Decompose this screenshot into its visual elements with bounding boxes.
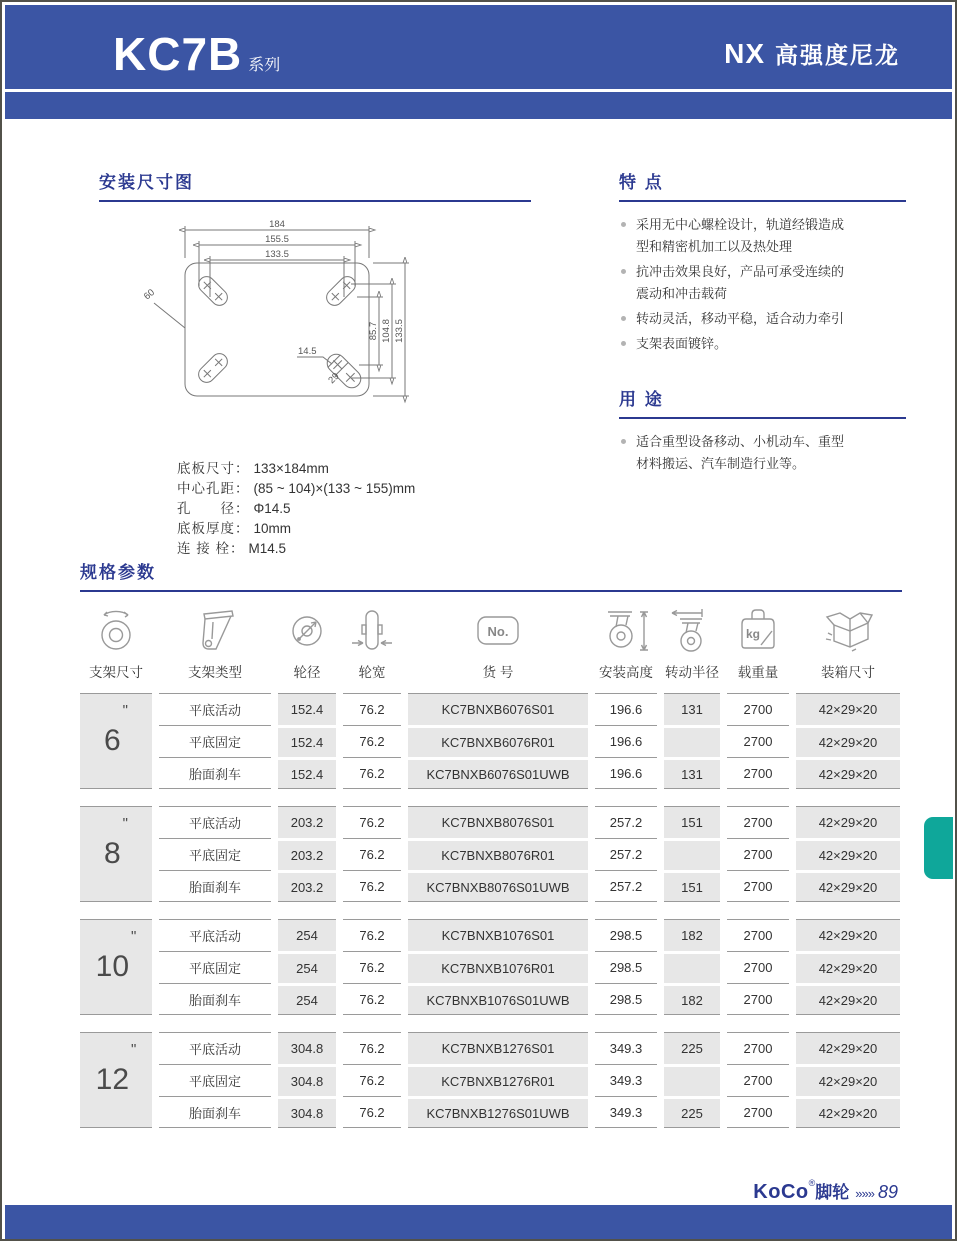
dim-133-5-side: 133.5 xyxy=(394,319,405,343)
bracket-size-cell: 10 " xyxy=(80,919,152,1015)
spec-label: 孔 径： xyxy=(177,501,250,516)
cell-part-no: KC7BNXB1276R01 xyxy=(408,1064,588,1096)
cell-part-no: KC7BNXB1076S01 xyxy=(408,919,588,951)
cell-carton: 42×29×20 xyxy=(796,1096,900,1128)
series-code: KC7B xyxy=(113,28,243,80)
column-header xyxy=(343,601,401,681)
cell-wheel-width: 76.2 xyxy=(343,806,401,838)
turning-radius-icon xyxy=(668,603,716,657)
material-name: 高强度尼龙 xyxy=(775,42,900,68)
column-header xyxy=(408,601,588,681)
column-header xyxy=(80,601,152,681)
dim-133-5-top: 133.5 xyxy=(265,249,289,260)
dim-leader-60: 60 xyxy=(141,287,158,303)
wheel-width-icon xyxy=(350,603,394,657)
dim-29: 29 xyxy=(326,370,342,387)
bracket-size-cell: 12 " xyxy=(80,1032,152,1128)
column-label: 支架类型 xyxy=(188,665,242,680)
size-group xyxy=(80,919,902,1015)
cell-type: 胎面刹车 xyxy=(159,870,271,902)
column-label: 货 号 xyxy=(482,665,514,680)
page-edge-tab xyxy=(924,817,953,879)
bracket-side-icon xyxy=(193,603,237,657)
cell-radius: 131 xyxy=(664,757,720,789)
bracket-size-cell: 8 " xyxy=(80,806,152,902)
spec-label: 连 接 栓： xyxy=(177,541,245,556)
dim-184: 184 xyxy=(269,219,285,230)
cell-radius xyxy=(664,1064,720,1096)
column-header xyxy=(595,601,657,681)
cell-load: 2700 xyxy=(727,983,789,1015)
cell-height: 196.6 xyxy=(595,757,657,789)
cell-type: 胎面刹车 xyxy=(159,983,271,1015)
series-title xyxy=(113,27,280,81)
features-section xyxy=(619,168,906,358)
cell-carton: 42×29×20 xyxy=(796,1064,900,1096)
list-item: 支架表面镀锌。 xyxy=(619,333,851,355)
dim-85-7: 85.7 xyxy=(368,321,379,341)
spec-row xyxy=(177,539,531,559)
cell-part-no: KC7BNXB8076S01UWB xyxy=(408,870,588,902)
cell-load: 2700 xyxy=(727,1096,789,1128)
column-label: 转动半径 xyxy=(665,665,719,680)
cell-type: 平底固定 xyxy=(159,1064,271,1096)
cell-load: 2700 xyxy=(727,806,789,838)
cell-type: 平底固定 xyxy=(159,951,271,983)
spec-value: 133×184mm xyxy=(253,461,329,476)
cell-wheel-dia: 152.4 xyxy=(278,693,336,725)
cell-height: 349.3 xyxy=(595,1064,657,1096)
cell-radius xyxy=(664,951,720,983)
features-list xyxy=(619,214,851,355)
cell-wheel-dia: 152.4 xyxy=(278,725,336,757)
cell-part-no: KC7BNXB8076R01 xyxy=(408,838,588,870)
cell-height: 257.2 xyxy=(595,806,657,838)
cell-carton: 42×29×20 xyxy=(796,983,900,1015)
cell-type: 平底活动 xyxy=(159,1032,271,1064)
cell-wheel-width: 76.2 xyxy=(343,983,401,1015)
cell-part-no: KC7BNXB1276S01 xyxy=(408,1032,588,1064)
cell-wheel-width: 76.2 xyxy=(343,757,401,789)
series-suffix: 系列 xyxy=(248,57,281,74)
cell-part-no: KC7BNXB6076S01UWB xyxy=(408,757,588,789)
cell-part-no: KC7BNXB1076S01UWB xyxy=(408,983,588,1015)
cell-wheel-width: 76.2 xyxy=(343,1032,401,1064)
cell-wheel-dia: 152.4 xyxy=(278,757,336,789)
cell-load: 2700 xyxy=(727,725,789,757)
bracket-size-cell: 6 " xyxy=(80,693,152,789)
footer-arrows-icon: »»» xyxy=(855,1186,874,1201)
cell-carton: 42×29×20 xyxy=(796,919,900,951)
list-item: 抗冲击效果良好，产品可承受连续的震动和冲击载荷 xyxy=(619,261,851,305)
spec-label: 底板尺寸： xyxy=(177,461,250,476)
column-header xyxy=(727,601,789,681)
size-group xyxy=(80,693,902,789)
cell-radius: 151 xyxy=(664,806,720,838)
svg-text:kg: kg xyxy=(745,627,761,641)
caster-top-icon xyxy=(94,603,138,657)
cell-part-no: KC7BNXB8076S01 xyxy=(408,806,588,838)
cell-height: 349.3 xyxy=(595,1096,657,1128)
dim-14-5: 14.5 xyxy=(298,346,317,357)
cell-type: 平底活动 xyxy=(159,806,271,838)
list-item: 适合重型设备移动、小机动车、重型材料搬运、汽车制造行业等。 xyxy=(619,431,851,475)
cell-radius: 182 xyxy=(664,919,720,951)
cell-height: 298.5 xyxy=(595,919,657,951)
material-code: NX xyxy=(724,38,765,69)
footer-brand-line xyxy=(753,1178,898,1204)
mounting-height-icon xyxy=(602,603,650,657)
cell-load: 2700 xyxy=(727,919,789,951)
wheel-diameter-icon xyxy=(285,603,329,657)
cell-carton: 42×29×20 xyxy=(796,838,900,870)
carton-icon xyxy=(822,603,874,657)
spec-table-header xyxy=(80,601,902,681)
cell-load: 2700 xyxy=(727,757,789,789)
column-header xyxy=(159,601,271,681)
cell-load: 2700 xyxy=(727,693,789,725)
svg-text:No.: No. xyxy=(487,624,509,639)
bullet-icon xyxy=(621,222,626,227)
cell-wheel-width: 76.2 xyxy=(343,1096,401,1128)
cell-wheel-width: 76.2 xyxy=(343,919,401,951)
cell-part-no: KC7BNXB6076R01 xyxy=(408,725,588,757)
cell-load: 2700 xyxy=(727,838,789,870)
page-number: 89 xyxy=(877,1182,898,1202)
cell-type: 胎面刹车 xyxy=(159,1096,271,1128)
installation-title: 安装尺寸图 xyxy=(99,168,531,202)
list-item: 转动灵活，移动平稳，适合动力牵引 xyxy=(619,308,851,330)
cell-type: 平底固定 xyxy=(159,725,271,757)
cell-radius xyxy=(664,838,720,870)
spec-value: Φ14.5 xyxy=(253,501,291,516)
column-header xyxy=(278,601,336,681)
cell-load: 2700 xyxy=(727,870,789,902)
brand-type: 脚轮 xyxy=(815,1183,850,1202)
cell-wheel-dia: 203.2 xyxy=(278,838,336,870)
bottom-bar xyxy=(5,1205,952,1239)
cell-carton: 42×29×20 xyxy=(796,870,900,902)
spec-row xyxy=(177,459,531,479)
cell-height: 349.3 xyxy=(595,1032,657,1064)
column-label: 轮径 xyxy=(293,665,321,680)
column-header xyxy=(796,601,900,681)
list-item: 采用无中心螺栓设计，轨道经锻造成型和精密机加工以及热处理 xyxy=(619,214,851,258)
cell-radius: 225 xyxy=(664,1032,720,1064)
cell-height: 196.6 xyxy=(595,725,657,757)
column-label: 轮宽 xyxy=(358,665,386,680)
cell-wheel-dia: 203.2 xyxy=(278,806,336,838)
usage-section xyxy=(619,385,906,478)
spec-table-section xyxy=(80,558,902,1128)
cell-type: 平底活动 xyxy=(159,919,271,951)
dim-104-8: 104.8 xyxy=(381,319,392,343)
cell-radius xyxy=(664,725,720,757)
spec-table-title: 规格参数 xyxy=(80,558,902,592)
cell-wheel-dia: 304.8 xyxy=(278,1096,336,1128)
mounting-plate-drawing xyxy=(99,218,531,444)
cell-part-no: KC7BNXB1076R01 xyxy=(408,951,588,983)
bullet-icon xyxy=(621,316,626,321)
cell-part-no: KC7BNXB6076S01 xyxy=(408,693,588,725)
header-strip xyxy=(5,92,952,119)
cell-wheel-width: 76.2 xyxy=(343,725,401,757)
cell-type: 平底固定 xyxy=(159,838,271,870)
cell-carton: 42×29×20 xyxy=(796,951,900,983)
cell-carton: 42×29×20 xyxy=(796,693,900,725)
column-label: 载重量 xyxy=(737,665,779,680)
installation-section xyxy=(99,168,531,559)
installation-drawing xyxy=(99,218,531,449)
cell-part-no: KC7BNXB1276S01UWB xyxy=(408,1096,588,1128)
material-title xyxy=(724,37,900,70)
cell-wheel-width: 76.2 xyxy=(343,1064,401,1096)
cell-wheel-dia: 304.8 xyxy=(278,1032,336,1064)
spec-label: 中心孔距： xyxy=(177,481,250,496)
header-band xyxy=(5,5,952,89)
cell-carton: 42×29×20 xyxy=(796,757,900,789)
brand-logo: KoCo xyxy=(753,1181,809,1203)
cell-wheel-width: 76.2 xyxy=(343,838,401,870)
cell-type: 平底活动 xyxy=(159,693,271,725)
cell-wheel-dia: 254 xyxy=(278,951,336,983)
cell-radius: 182 xyxy=(664,983,720,1015)
bullet-icon xyxy=(621,439,626,444)
cell-radius: 151 xyxy=(664,870,720,902)
cell-wheel-dia: 254 xyxy=(278,919,336,951)
cell-load: 2700 xyxy=(727,1064,789,1096)
registered-mark: ® xyxy=(808,1178,816,1188)
cell-wheel-width: 76.2 xyxy=(343,951,401,983)
column-label: 装箱尺寸 xyxy=(821,665,875,680)
install-specs xyxy=(177,459,531,559)
bullet-icon xyxy=(621,269,626,274)
spec-label: 底板厚度： xyxy=(177,521,250,536)
spec-row xyxy=(177,519,531,539)
spec-value: M14.5 xyxy=(248,541,287,556)
cell-height: 298.5 xyxy=(595,983,657,1015)
cell-height: 298.5 xyxy=(595,951,657,983)
cell-wheel-dia: 203.2 xyxy=(278,870,336,902)
spec-value: 10mm xyxy=(253,521,292,536)
column-label: 支架尺寸 xyxy=(89,665,143,680)
features-title: 特 点 xyxy=(619,168,906,202)
bullet-icon xyxy=(621,341,626,346)
cell-height: 257.2 xyxy=(595,870,657,902)
spec-table-body xyxy=(80,693,902,1128)
column-label: 安装高度 xyxy=(599,665,653,680)
cell-height: 257.2 xyxy=(595,838,657,870)
cell-carton: 42×29×20 xyxy=(796,1032,900,1064)
load-capacity-icon xyxy=(736,603,780,657)
usage-list xyxy=(619,431,851,475)
size-group xyxy=(80,806,902,902)
column-header xyxy=(664,601,720,681)
cell-carton: 42×29×20 xyxy=(796,806,900,838)
cell-height: 196.6 xyxy=(595,693,657,725)
cell-load: 2700 xyxy=(727,1032,789,1064)
dim-155-5: 155.5 xyxy=(265,234,289,245)
spec-row xyxy=(177,499,531,519)
cell-wheel-dia: 254 xyxy=(278,983,336,1015)
cell-type: 胎面刹车 xyxy=(159,757,271,789)
cell-wheel-width: 76.2 xyxy=(343,870,401,902)
spec-value: (85 ~ 104)×(133 ~ 155)mm xyxy=(253,481,416,496)
spec-row xyxy=(177,479,531,499)
cell-wheel-width: 76.2 xyxy=(343,693,401,725)
part-number-icon xyxy=(473,603,523,657)
cell-carton: 42×29×20 xyxy=(796,725,900,757)
cell-load: 2700 xyxy=(727,951,789,983)
cell-radius: 225 xyxy=(664,1096,720,1128)
size-group xyxy=(80,1032,902,1128)
cell-radius: 131 xyxy=(664,693,720,725)
usage-title: 用 途 xyxy=(619,385,906,419)
cell-wheel-dia: 304.8 xyxy=(278,1064,336,1096)
